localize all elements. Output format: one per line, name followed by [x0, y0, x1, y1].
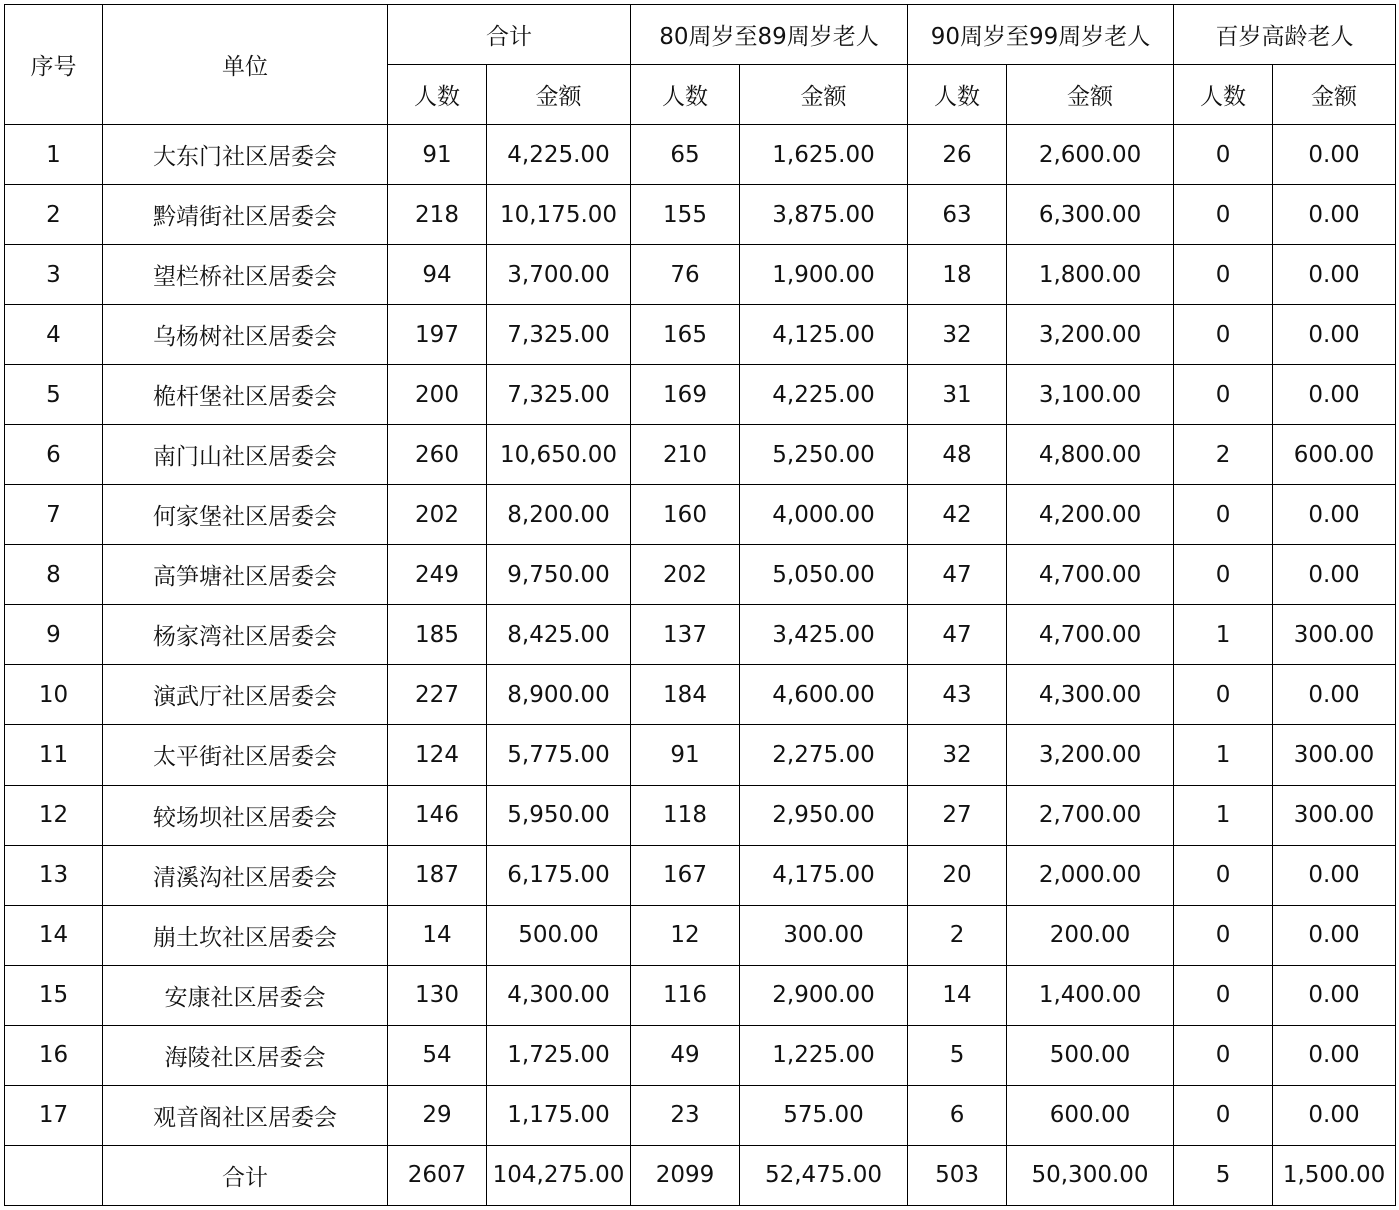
total-row — [5, 1145, 1396, 1205]
cell-seq: 8 — [5, 545, 103, 605]
cell-80-89-amount: 4,225.00 — [740, 365, 908, 425]
cell-centenarian-count: 0 — [1174, 1025, 1273, 1085]
cell-90-99-count: 31 — [908, 365, 1007, 425]
table-row — [5, 365, 1396, 425]
cell-90-99-count: 503 — [908, 1145, 1007, 1205]
cell-total-amount: 8,425.00 — [487, 605, 631, 665]
cell-80-89-amount: 3,425.00 — [740, 605, 908, 665]
cell-90-99-count: 32 — [908, 305, 1007, 365]
cell-total-amount: 4,225.00 — [487, 125, 631, 185]
cell-seq — [5, 1145, 103, 1205]
cell-90-99-count: 2 — [908, 905, 1007, 965]
cell-total-count: 202 — [388, 485, 487, 545]
cell-unit: 清溪沟社区居委会 — [103, 845, 388, 905]
cell-centenarian-count: 0 — [1174, 485, 1273, 545]
cell-centenarian-amount: 0.00 — [1273, 185, 1396, 245]
cell-seq: 9 — [5, 605, 103, 665]
table-row — [5, 545, 1396, 605]
cell-total-amount: 1,725.00 — [487, 1025, 631, 1085]
table-row — [5, 485, 1396, 545]
cell-total-amount: 5,950.00 — [487, 785, 631, 845]
cell-seq: 11 — [5, 725, 103, 785]
cell-seq: 10 — [5, 665, 103, 725]
cell-unit: 较场坝社区居委会 — [103, 785, 388, 845]
table-row — [5, 845, 1396, 905]
table-row — [5, 605, 1396, 665]
cell-seq: 2 — [5, 185, 103, 245]
header-group-centenarian: 百岁高龄老人 — [1174, 5, 1396, 65]
cell-total-amount: 7,325.00 — [487, 305, 631, 365]
cell-90-99-amount: 4,700.00 — [1007, 545, 1174, 605]
cell-centenarian-count: 0 — [1174, 245, 1273, 305]
cell-total-count: 14 — [388, 905, 487, 965]
cell-centenarian-amount: 0.00 — [1273, 665, 1396, 725]
cell-centenarian-count: 2 — [1174, 425, 1273, 485]
cell-80-89-count: 167 — [631, 845, 740, 905]
header-group-80-89: 80周岁至89周岁老人 — [631, 5, 908, 65]
cell-80-89-count: 184 — [631, 665, 740, 725]
cell-80-89-count: 12 — [631, 905, 740, 965]
cell-centenarian-amount: 0.00 — [1273, 545, 1396, 605]
cell-centenarian-count: 0 — [1174, 665, 1273, 725]
cell-80-89-amount: 52,475.00 — [740, 1145, 908, 1205]
table-row — [5, 665, 1396, 725]
cell-90-99-amount: 1,800.00 — [1007, 245, 1174, 305]
cell-80-89-count: 116 — [631, 965, 740, 1025]
cell-90-99-amount: 50,300.00 — [1007, 1145, 1174, 1205]
cell-centenarian-count: 0 — [1174, 845, 1273, 905]
cell-unit: 何家堡社区居委会 — [103, 485, 388, 545]
cell-seq: 4 — [5, 305, 103, 365]
cell-centenarian-amount: 600.00 — [1273, 425, 1396, 485]
cell-centenarian-amount: 0.00 — [1273, 845, 1396, 905]
cell-80-89-amount: 5,250.00 — [740, 425, 908, 485]
cell-total-count: 227 — [388, 665, 487, 725]
cell-90-99-amount: 1,400.00 — [1007, 965, 1174, 1025]
cell-unit: 南门山社区居委会 — [103, 425, 388, 485]
cell-80-89-count: 49 — [631, 1025, 740, 1085]
cell-unit: 演武厅社区居委会 — [103, 665, 388, 725]
cell-total-amount: 9,750.00 — [487, 545, 631, 605]
cell-unit: 杨家湾社区居委会 — [103, 605, 388, 665]
cell-unit: 黔靖街社区居委会 — [103, 185, 388, 245]
cell-seq: 16 — [5, 1025, 103, 1085]
cell-total-count: 94 — [388, 245, 487, 305]
cell-centenarian-amount: 300.00 — [1273, 785, 1396, 845]
cell-centenarian-amount: 0.00 — [1273, 1085, 1396, 1145]
cell-centenarian-count: 0 — [1174, 365, 1273, 425]
cell-total-amount: 3,700.00 — [487, 245, 631, 305]
cell-total-amount: 5,775.00 — [487, 725, 631, 785]
cell-80-89-amount: 1,900.00 — [740, 245, 908, 305]
cell-seq: 14 — [5, 905, 103, 965]
header-count: 人数 — [388, 65, 487, 125]
cell-80-89-count: 210 — [631, 425, 740, 485]
cell-80-89-amount: 1,625.00 — [740, 125, 908, 185]
cell-80-89-count: 118 — [631, 785, 740, 845]
cell-80-89-count: 155 — [631, 185, 740, 245]
cell-80-89-count: 202 — [631, 545, 740, 605]
cell-90-99-count: 18 — [908, 245, 1007, 305]
cell-seq: 17 — [5, 1085, 103, 1145]
cell-centenarian-amount: 0.00 — [1273, 485, 1396, 545]
table-row — [5, 245, 1396, 305]
cell-total-amount: 10,175.00 — [487, 185, 631, 245]
cell-90-99-count: 20 — [908, 845, 1007, 905]
cell-unit: 高笋塘社区居委会 — [103, 545, 388, 605]
cell-total-count: 187 — [388, 845, 487, 905]
cell-90-99-count: 26 — [908, 125, 1007, 185]
table-row — [5, 1025, 1396, 1085]
header-count: 人数 — [908, 65, 1007, 125]
cell-unit: 海陵社区居委会 — [103, 1025, 388, 1085]
cell-unit: 崩土坎社区居委会 — [103, 905, 388, 965]
cell-90-99-amount: 2,000.00 — [1007, 845, 1174, 905]
cell-80-89-amount: 4,125.00 — [740, 305, 908, 365]
header-group-total: 合计 — [388, 5, 631, 65]
cell-90-99-count: 32 — [908, 725, 1007, 785]
cell-80-89-amount: 3,875.00 — [740, 185, 908, 245]
cell-90-99-amount: 4,200.00 — [1007, 485, 1174, 545]
header-amount: 金额 — [1007, 65, 1174, 125]
cell-90-99-count: 5 — [908, 1025, 1007, 1085]
cell-seq: 15 — [5, 965, 103, 1025]
cell-centenarian-count: 0 — [1174, 545, 1273, 605]
table-row — [5, 785, 1396, 845]
cell-centenarian-amount: 0.00 — [1273, 965, 1396, 1025]
cell-total-count: 200 — [388, 365, 487, 425]
cell-centenarian-amount: 300.00 — [1273, 605, 1396, 665]
cell-unit: 太平街社区居委会 — [103, 725, 388, 785]
subsidy-table — [4, 4, 1396, 1206]
cell-centenarian-count: 5 — [1174, 1145, 1273, 1205]
cell-seq: 5 — [5, 365, 103, 425]
cell-90-99-amount: 500.00 — [1007, 1025, 1174, 1085]
cell-centenarian-amount: 0.00 — [1273, 1025, 1396, 1085]
cell-90-99-amount: 2,600.00 — [1007, 125, 1174, 185]
header-row-1 — [5, 5, 1396, 65]
cell-80-89-count: 137 — [631, 605, 740, 665]
cell-90-99-amount: 200.00 — [1007, 905, 1174, 965]
cell-90-99-amount: 3,200.00 — [1007, 305, 1174, 365]
cell-90-99-count: 47 — [908, 545, 1007, 605]
cell-80-89-amount: 1,225.00 — [740, 1025, 908, 1085]
cell-total-amount: 6,175.00 — [487, 845, 631, 905]
header-amount: 金额 — [487, 65, 631, 125]
table-row — [5, 905, 1396, 965]
cell-90-99-count: 47 — [908, 605, 1007, 665]
header-amount: 金额 — [740, 65, 908, 125]
cell-total-count: 29 — [388, 1085, 487, 1145]
table-row — [5, 725, 1396, 785]
cell-90-99-amount: 4,300.00 — [1007, 665, 1174, 725]
table-row — [5, 125, 1396, 185]
cell-90-99-count: 48 — [908, 425, 1007, 485]
cell-total-amount: 8,200.00 — [487, 485, 631, 545]
cell-80-89-count: 165 — [631, 305, 740, 365]
cell-total-count: 130 — [388, 965, 487, 1025]
cell-seq: 1 — [5, 125, 103, 185]
cell-centenarian-count: 1 — [1174, 605, 1273, 665]
cell-centenarian-amount: 0.00 — [1273, 125, 1396, 185]
cell-total-count: 260 — [388, 425, 487, 485]
header-group-90-99: 90周岁至99周岁老人 — [908, 5, 1174, 65]
cell-80-89-amount: 5,050.00 — [740, 545, 908, 605]
cell-seq: 12 — [5, 785, 103, 845]
cell-centenarian-count: 0 — [1174, 125, 1273, 185]
cell-unit: 望栏桥社区居委会 — [103, 245, 388, 305]
cell-80-89-amount: 4,000.00 — [740, 485, 908, 545]
header-unit: 单位 — [103, 5, 388, 125]
cell-total-count: 218 — [388, 185, 487, 245]
cell-80-89-amount: 2,950.00 — [740, 785, 908, 845]
cell-centenarian-count: 0 — [1174, 1085, 1273, 1145]
cell-total-count: 124 — [388, 725, 487, 785]
cell-90-99-count: 42 — [908, 485, 1007, 545]
cell-total-amount: 1,175.00 — [487, 1085, 631, 1145]
cell-centenarian-count: 0 — [1174, 905, 1273, 965]
cell-unit: 观音阁社区居委会 — [103, 1085, 388, 1145]
cell-80-89-count: 23 — [631, 1085, 740, 1145]
cell-total-count: 91 — [388, 125, 487, 185]
cell-unit: 桅杆堡社区居委会 — [103, 365, 388, 425]
cell-centenarian-count: 0 — [1174, 965, 1273, 1025]
cell-90-99-amount: 2,700.00 — [1007, 785, 1174, 845]
cell-90-99-amount: 3,200.00 — [1007, 725, 1174, 785]
total-label: 合计 — [103, 1145, 388, 1205]
cell-90-99-count: 63 — [908, 185, 1007, 245]
cell-total-amount: 4,300.00 — [487, 965, 631, 1025]
cell-unit: 大东门社区居委会 — [103, 125, 388, 185]
cell-90-99-count: 43 — [908, 665, 1007, 725]
cell-90-99-amount: 3,100.00 — [1007, 365, 1174, 425]
cell-80-89-count: 76 — [631, 245, 740, 305]
cell-seq: 3 — [5, 245, 103, 305]
cell-centenarian-count: 0 — [1174, 305, 1273, 365]
cell-80-89-amount: 300.00 — [740, 905, 908, 965]
cell-80-89-amount: 4,600.00 — [740, 665, 908, 725]
cell-80-89-count: 91 — [631, 725, 740, 785]
table-row — [5, 965, 1396, 1025]
cell-centenarian-amount: 0.00 — [1273, 365, 1396, 425]
cell-80-89-count: 160 — [631, 485, 740, 545]
cell-total-amount: 8,900.00 — [487, 665, 631, 725]
cell-total-count: 54 — [388, 1025, 487, 1085]
header-count: 人数 — [1174, 65, 1273, 125]
cell-80-89-amount: 4,175.00 — [740, 845, 908, 905]
cell-seq: 6 — [5, 425, 103, 485]
cell-unit: 安康社区居委会 — [103, 965, 388, 1025]
cell-90-99-count: 14 — [908, 965, 1007, 1025]
cell-90-99-amount: 4,800.00 — [1007, 425, 1174, 485]
cell-80-89-amount: 2,900.00 — [740, 965, 908, 1025]
cell-centenarian-amount: 300.00 — [1273, 725, 1396, 785]
cell-seq: 13 — [5, 845, 103, 905]
cell-centenarian-amount: 1,500.00 — [1273, 1145, 1396, 1205]
cell-centenarian-count: 1 — [1174, 785, 1273, 845]
table-body — [5, 125, 1396, 1206]
cell-total-count: 197 — [388, 305, 487, 365]
cell-centenarian-amount: 0.00 — [1273, 245, 1396, 305]
cell-90-99-amount: 600.00 — [1007, 1085, 1174, 1145]
table-row — [5, 425, 1396, 485]
cell-centenarian-amount: 0.00 — [1273, 305, 1396, 365]
cell-80-89-amount: 2,275.00 — [740, 725, 908, 785]
cell-total-amount: 7,325.00 — [487, 365, 631, 425]
cell-80-89-count: 2099 — [631, 1145, 740, 1205]
table-row — [5, 1085, 1396, 1145]
cell-total-amount: 104,275.00 — [487, 1145, 631, 1205]
cell-90-99-amount: 4,700.00 — [1007, 605, 1174, 665]
cell-80-89-count: 65 — [631, 125, 740, 185]
cell-90-99-count: 27 — [908, 785, 1007, 845]
cell-centenarian-amount: 0.00 — [1273, 905, 1396, 965]
header-count: 人数 — [631, 65, 740, 125]
cell-total-count: 2607 — [388, 1145, 487, 1205]
cell-80-89-amount: 575.00 — [740, 1085, 908, 1145]
table-row — [5, 185, 1396, 245]
cell-90-99-count: 6 — [908, 1085, 1007, 1145]
cell-centenarian-count: 0 — [1174, 185, 1273, 245]
cell-total-count: 249 — [388, 545, 487, 605]
cell-total-amount: 10,650.00 — [487, 425, 631, 485]
cell-centenarian-count: 1 — [1174, 725, 1273, 785]
cell-total-count: 146 — [388, 785, 487, 845]
cell-unit: 乌杨树社区居委会 — [103, 305, 388, 365]
header-amount: 金额 — [1273, 65, 1396, 125]
header-seq: 序号 — [5, 5, 103, 125]
cell-total-amount: 500.00 — [487, 905, 631, 965]
table-row — [5, 305, 1396, 365]
cell-90-99-amount: 6,300.00 — [1007, 185, 1174, 245]
cell-seq: 7 — [5, 485, 103, 545]
cell-80-89-count: 169 — [631, 365, 740, 425]
cell-total-count: 185 — [388, 605, 487, 665]
